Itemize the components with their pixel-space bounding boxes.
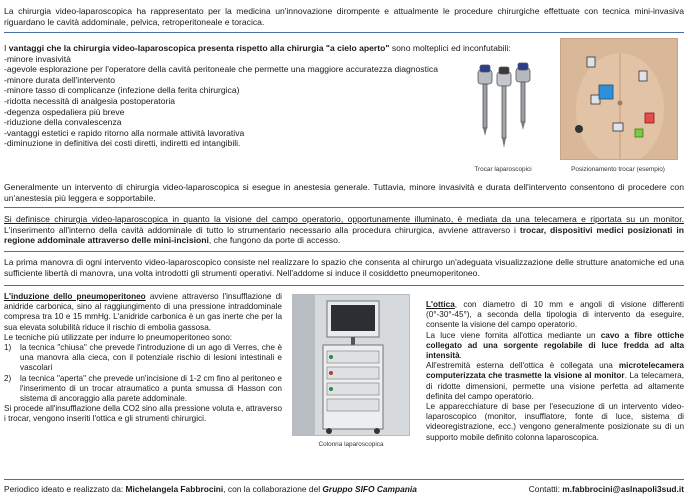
- pneumo-closing: Si procede all'insufflazione della CO2 sino alla pressione voluta e, attraverso i trocar, vengono inseriti l'ottica e gli strumenti chirurgici.: [4, 404, 282, 424]
- trocar-caption: Trocar laparoscopici: [474, 166, 532, 173]
- footer-middle: , con la collaborazione del: [223, 484, 323, 494]
- section-divider: [4, 207, 684, 208]
- optics-p3-bold: microtelecamera computerizzata che trasmette la visione al monitor: [426, 361, 684, 381]
- first-step-paragraph: La prima manovra di ogni intervento video-laparoscopico consiste nel realizzare lo spazio che consenta al chirurgo un'adeguata visualizzazione delle strutture anatomiche ed una sufficiente libertà di manovra, una volta introdotti gli strumenti operativi. Nell'addome si induce il cosiddetto pneumoperitoneo.: [4, 257, 684, 278]
- pneumo-paragraph: [4, 292, 282, 333]
- pneumo-text: avviene attraverso l'insufflazione di anidride carbonica, sino al raggiungimento di una pressione intraddominale compresa tra 10 e 15 mmHg. L'anidride carbonica è un gas inerte che per la sua elevata solubilità riduce il rischio di embolia gassosa.: [4, 292, 282, 332]
- definition-bold: trocar, dispositivi medici posizionati in regione addominale attraverso delle mini-incisioni: [4, 224, 684, 246]
- optics-paragraph-4: Le apparecchiature di base per l'esecuzione di un intervento video-laparoscopico (monitor, insufflatore, fonte di luce, sistema di videoregistrazione, ecc.) vengono generalmente posizionate su di un supporto mobile definito colonna laparoscopica.: [426, 402, 684, 442]
- optics-p1-text: , con diametro di 10 mm e angoli di visione differenti (0°-30°-45°), a seconda della tipologia di intervento da eseguire, consente la visione del campo operatorio.: [426, 300, 684, 330]
- footer-divider: [4, 479, 684, 480]
- section-divider: [4, 285, 684, 286]
- optics-paragraph-3: [426, 361, 684, 402]
- advantage-item: -riduzione della convalescenza: [4, 117, 122, 128]
- column-caption: Colonna laparoscopica: [318, 441, 384, 448]
- torso-drawing: [561, 39, 678, 160]
- definition-text-b: , che fungono da porte di accesso.: [208, 235, 341, 246]
- trocar-drawing: [468, 62, 540, 160]
- contact-email[interactable]: m.fabbrocini@aslnapoli3sud.it: [562, 484, 684, 494]
- advantage-item: -agevole esplorazione per l'operatore della cavità peritoneale che permette una maggiore accuratezza diagnostica: [4, 64, 438, 75]
- footer-author: Michelangela Fabbrocini: [125, 484, 224, 494]
- lead-prefix: I: [4, 43, 9, 53]
- section-divider: [4, 251, 684, 252]
- definition-paragraph: [4, 214, 684, 246]
- optics-section: [426, 300, 684, 443]
- optics-paragraph-1: [426, 300, 684, 331]
- advantage-item: -minore invasività: [4, 53, 71, 64]
- technique-item: [4, 374, 282, 405]
- advantage-item: -minore tasso di complicanze (infezione della ferita chirurgica): [4, 85, 240, 96]
- advantage-item: -ridotta necessità di analgesia postoperatoria: [4, 95, 176, 106]
- technique-item: [4, 343, 282, 374]
- techniques-intro: Le tecniche più utilizzate per indurre lo pneumoperitoneo sono:: [4, 332, 233, 342]
- optics-p3-end: . La telecamera, di ridotte dimensioni, permette una visione perfetta ad altamente definita del campo operatorio.: [426, 371, 684, 401]
- laparoscopic-column-image: [292, 294, 410, 436]
- optics-p3-text: All'estremità esterna dell'ottica è collegata una: [426, 361, 619, 371]
- definition-underlined: Si definisce chirurgia video-laparoscopica in quanto la visione del campo operatorio, opportunamente illuminato, è mediata da una telecamera e riportata su un monitor.: [4, 214, 684, 224]
- intro-paragraph: La chirurgia video-laparoscopica ha rappresentato per la medicina un'innovazione dirompente e attualmente le procedure chirurgiche effettuate con tecnica mini-invasiva riguardano le cavità addominale, pelvica, retroperitoneale e toracica.: [4, 6, 684, 27]
- technique-text: la tecnica "chiusa" che prevede l'introduzione di un ago di Verres, che è una manovra alla cieca, con il potenziale rischio di lesioni intestinali e vascolari: [20, 343, 282, 373]
- advantages-lead: [4, 43, 539, 54]
- laparoscopic-column-drawing: [293, 295, 410, 436]
- technique-number: 2): [4, 373, 12, 383]
- lead-bold: vantaggi che la chirurgia video-laparoscopica presenta rispetto alla chirurgia "a cielo aperto": [8, 43, 390, 53]
- definition-text-a: L'inserimento all'interno della cavità addominale di tutto lo strumentario necessario alla procedura chirurgica, avviene attraverso i: [4, 224, 520, 235]
- torso-image: [560, 38, 678, 160]
- optics-p2-bold: cavo a fibre ottiche collegato ad una sorgente regolabile di luce fredda ad alta intensità: [426, 330, 685, 361]
- technique-number: 1): [4, 343, 12, 353]
- technique-text: la tecnica "aperta" che prevede un'incisione di 1-2 cm fino al peritoneo e l'inserimento di un trocar atraumatico a punta smussa di Hasson con sistema di ancoraggio alla parete addominale.: [20, 373, 282, 404]
- advantage-item: -minore durata dell'intervento: [4, 74, 116, 85]
- advantage-item: -vantaggi estetici e rapido ritorno alla normale attività lavorativa: [4, 127, 245, 138]
- pneumo-section: [4, 292, 282, 425]
- advantage-item: -diminuzione in definitiva dei costi diretti, indiretti ed intangibili.: [4, 138, 241, 149]
- torso-caption: Posizionamento trocar (esempio): [571, 166, 665, 173]
- footer-prefix: Periodico ideato e realizzato da:: [4, 484, 126, 494]
- optics-paragraph-2: [426, 331, 684, 362]
- footer-contacts: [529, 484, 684, 495]
- anesthesia-paragraph: Generalmente un intervento di chirurgia video-laparoscopica si esegue in anestesia generale. Tuttavia, minore invasività e durata dell'intervento consentono di procedere con un'anestesia più leggera e sopportabile.: [4, 182, 684, 203]
- contacts-label: Contatti:: [528, 484, 563, 494]
- footer: [4, 484, 684, 495]
- pneumo-title: L'induzione dello pneumoperitoneo: [4, 292, 146, 301]
- optics-p2-end: .: [459, 351, 462, 361]
- footer-group: Gruppo SIFO Campania: [322, 484, 417, 494]
- section-divider: [4, 32, 684, 33]
- lead-suffix: sono molteplici ed inconfutabili:: [389, 43, 511, 53]
- advantages-section: [4, 43, 539, 149]
- optics-title: L'ottica: [426, 300, 455, 309]
- optics-p2-text: La luce viene fornita all'ottica mediante un: [426, 330, 601, 340]
- advantage-item: -degenza ospedaliera più breve: [4, 106, 125, 117]
- techniques-list: [4, 343, 282, 404]
- trocar-image: [468, 62, 540, 160]
